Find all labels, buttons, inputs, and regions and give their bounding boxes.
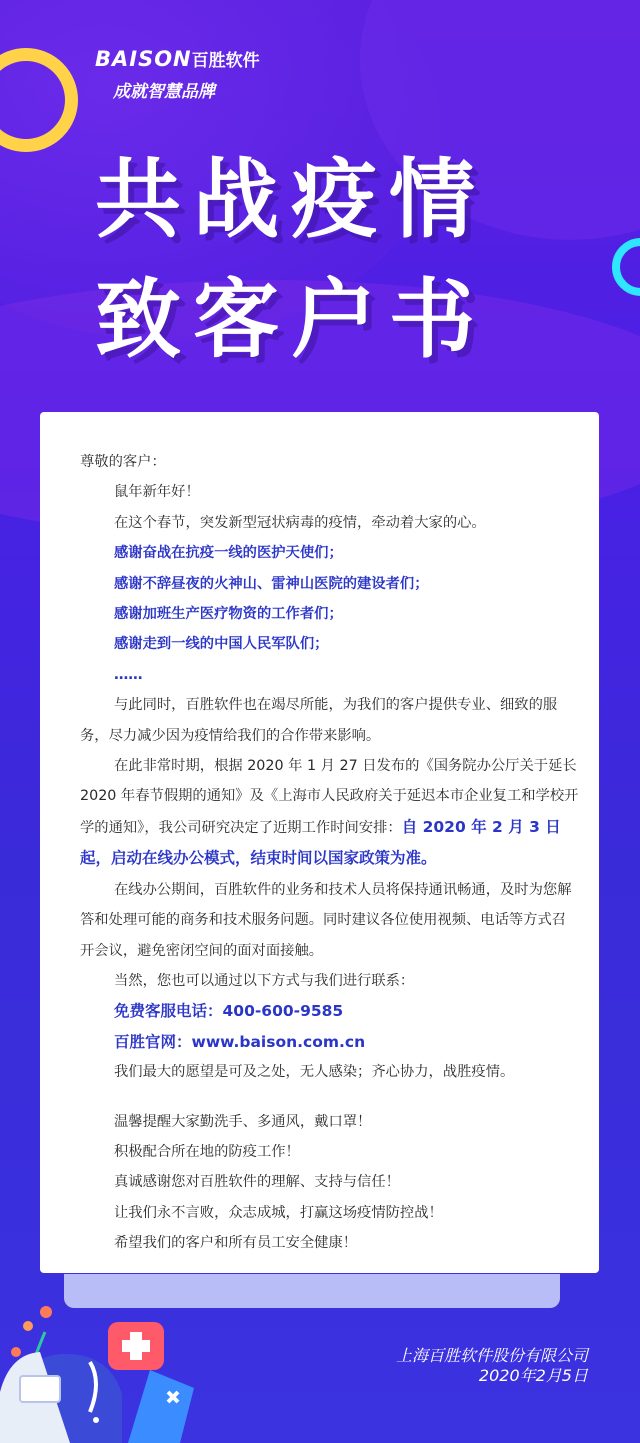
- doctor-figure-icon: [0, 1352, 122, 1443]
- headline-line2: 致客户书: [95, 270, 487, 370]
- closing-line: 希望我们的客户和所有员工安全健康！: [114, 1235, 358, 1252]
- paragraph: 在这个春节，突发新型冠状病毒的疫情，牵动着大家的心。: [114, 514, 486, 531]
- closing-line: 温馨提醒大家勤洗手、多通风，戴口罩！: [114, 1113, 372, 1130]
- letter-date: 2020年2月5日: [478, 1366, 588, 1385]
- medical-illustration: [0, 1292, 200, 1443]
- closing-line: 积极配合所在地的防疫工作！: [114, 1143, 300, 1160]
- thanks-line: 感谢走到一线的中国人民军队们；: [114, 636, 329, 653]
- paragraph: 我们最大的愿望是可及之处，无人感染；齐心协力，战胜疫情。: [114, 1064, 515, 1081]
- paragraph-text: 在此非常时期，根据 2020 年 1 月 27 日发布的《国务院办公厅关于延长 2020 年春节假期的通知》及《上海市人民政府关于延迟本市企业复工和学校开学的通知》，我公司研究决定了近期工作时间安排：: [80, 758, 579, 836]
- headline-line1: 共战疫情: [95, 150, 487, 250]
- hotline: 免费客服电话：400-600-9585: [114, 1002, 344, 1021]
- logo-brand: BAISON: [95, 47, 192, 71]
- decorative-ring-icon: [612, 238, 640, 296]
- paragraph: [80, 751, 580, 875]
- paragraph: 与此同时，百胜软件也在竭尽所能，为我们的客户提供专业、细致的服务，尽力减少因为疫情给我们的合作带来影响。: [80, 697, 558, 744]
- letter-body: [80, 447, 580, 1259]
- paragraph: 鼠年新年好！: [114, 484, 200, 501]
- closing-line: 让我们永不言败，众志成城，打赢这场疫情防控战！: [114, 1204, 443, 1221]
- logo-brand-cn: 百胜软件: [191, 51, 260, 71]
- greeting: 尊敬的客户：: [80, 454, 166, 470]
- thanks-line: 感谢不辞昼夜的火神山、雷神山医院的建设者们；: [114, 575, 429, 592]
- thanks-line: 感谢加班生产医疗物资的工作者们；: [114, 606, 343, 623]
- company-logo: [95, 46, 260, 102]
- closing-line: 真诚感谢您对百胜软件的理解、支持与信任！: [114, 1174, 400, 1191]
- paragraph: 当然，您也可以通过以下方式与我们进行联系：: [114, 972, 415, 989]
- paragraph: 在线办公期间，百胜软件的业务和技术人员将保持通讯畅通，及时为您解答和处理可能的商务和技术服务问题。同时建议各位使用视频、电话等方式召开会议，避免密闭空间的面对面接触。: [80, 881, 572, 959]
- website: 百胜官网：www.baison.com.cn: [114, 1032, 366, 1051]
- work-arrangement-highlight: 自 2020 年 2 月 3 日起，启动在线办公模式，结束时间以国家政策为准。: [80, 817, 561, 868]
- medicine-box-icon: [128, 1370, 194, 1443]
- signature-block: [396, 1346, 588, 1386]
- logo-slogan: 成就智慧品牌: [113, 82, 215, 102]
- thanks-line: ……: [114, 666, 143, 683]
- company-name: 上海百胜软件股份有限公司: [395, 1346, 588, 1365]
- first-aid-kit-icon: [108, 1322, 164, 1370]
- thanks-line: 感谢奋战在抗疫一线的医护天使们；: [114, 545, 343, 562]
